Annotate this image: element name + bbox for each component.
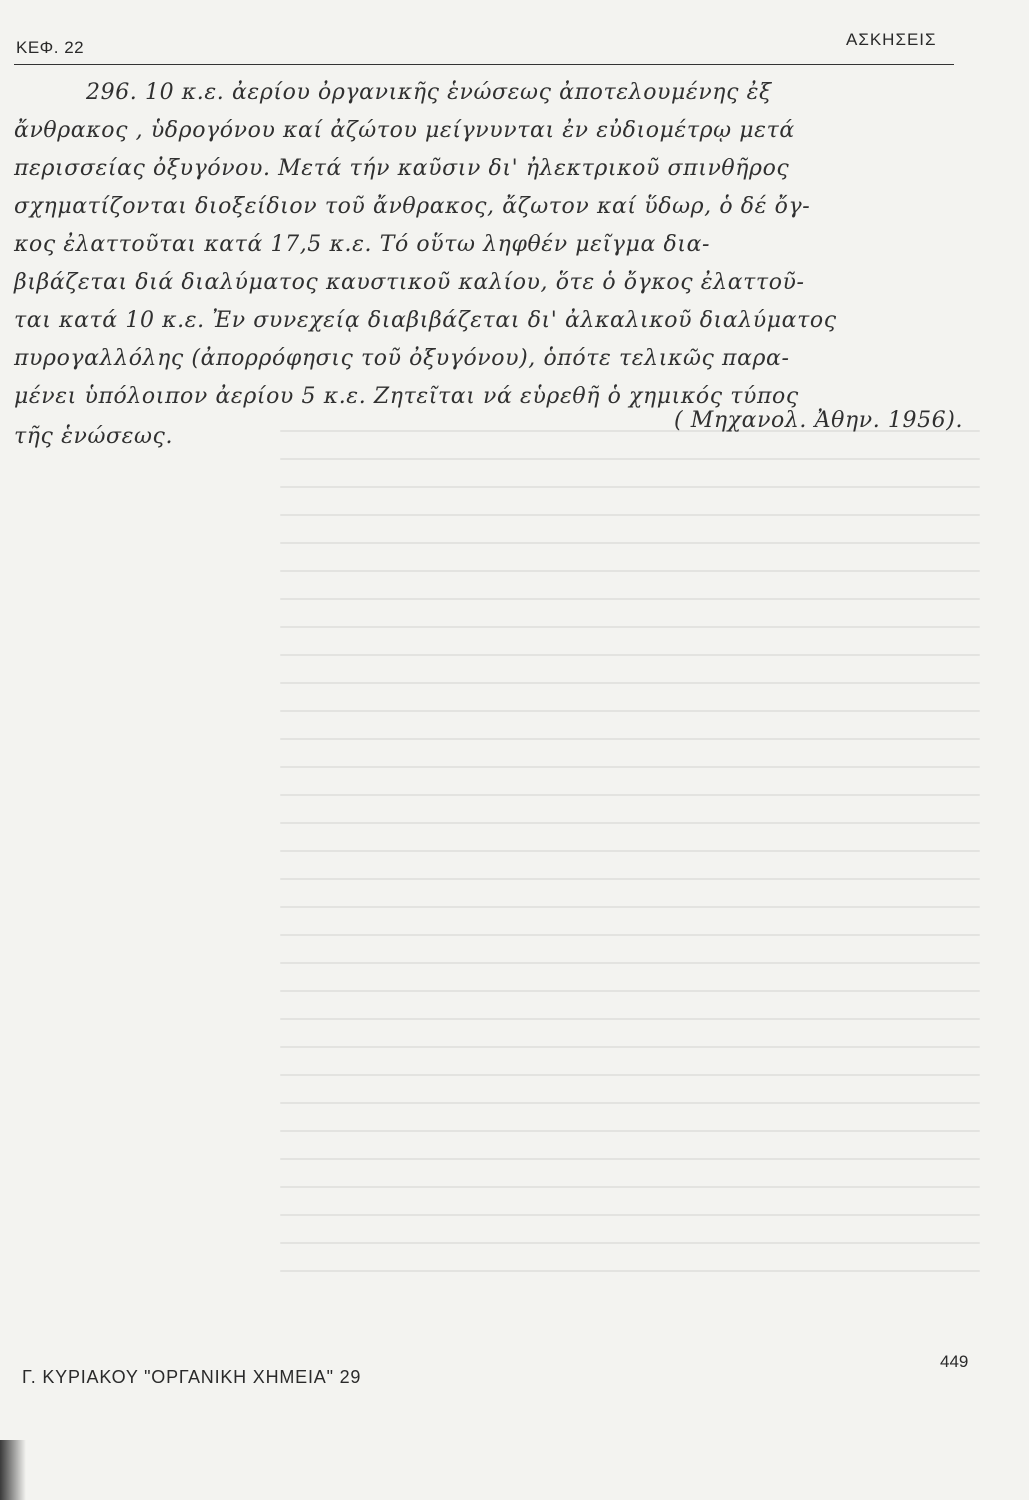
exercise-line: βιβάζεται διά διαλύματος καυστικοῦ καλίου, ὅτε ὁ ὄγκος ἐλαττοῦ- (14, 270, 805, 295)
chapter-label: ΚΕΦ. 22 (16, 38, 85, 57)
exercise-line: ἄνθρακος , ὑδρογόνου καί ἀζώτου μείγνυνται ἐν εὐδιομέτρῳ μετά (14, 118, 795, 143)
exercise-line: τῆς ἑνώσεως. (14, 424, 174, 449)
section-title: ΑΣΚΗΣΕΙΣ (846, 30, 937, 49)
bleed-through-shadow (280, 430, 980, 1310)
book-footer: Γ. ΚΥΡΙΑΚΟΥ "ΟΡΓΑΝΙΚΗ ΧΗΜΕΙΑ" 29 (22, 1367, 362, 1387)
exercise-line: κος ἐλαττοῦται κατά 17,5 κ.ε. Τό οὕτω ληφθέν μεῖγμα δια- (14, 232, 711, 257)
exercise-line: σχηματίζονται διοξείδιον τοῦ ἄνθρακος, ἄζωτον καί ὕδωρ, ὁ δέ ὄγ- (14, 194, 811, 219)
exercise-source-citation: ( Μηχανολ. Ἀθην. 1956). (674, 408, 964, 433)
page-number: 449 (940, 1352, 969, 1371)
binding-edge-shadow (0, 1440, 26, 1500)
exercise-line: ται κατά 10 κ.ε. Ἐν συνεχείᾳ διαβιβάζεται δι' ἀλκαλικοῦ διαλύματος (14, 308, 837, 333)
exercise-line: πυρογαλλόλης (ἀπορρόφησις τοῦ ὀξυγόνου), ὁπότε τελικῶς παρα- (14, 346, 790, 371)
header-rule (14, 64, 954, 65)
exercise-line: περισσείας ὀξυγόνου. Μετά τήν καῦσιν δι' ἠλεκτρικοῦ σπινθῆρος (14, 156, 790, 181)
exercise-line: μένει ὑπόλοιπον ἀερίου 5 κ.ε. Ζητεῖται νά εὑρεθῆ ὁ χημικός τύπος (14, 384, 799, 409)
exercise-line: 296. 10 κ.ε. ἀερίου ὀργανικῆς ἑνώσεως ἀποτελουμένης ἐξ (86, 80, 772, 105)
